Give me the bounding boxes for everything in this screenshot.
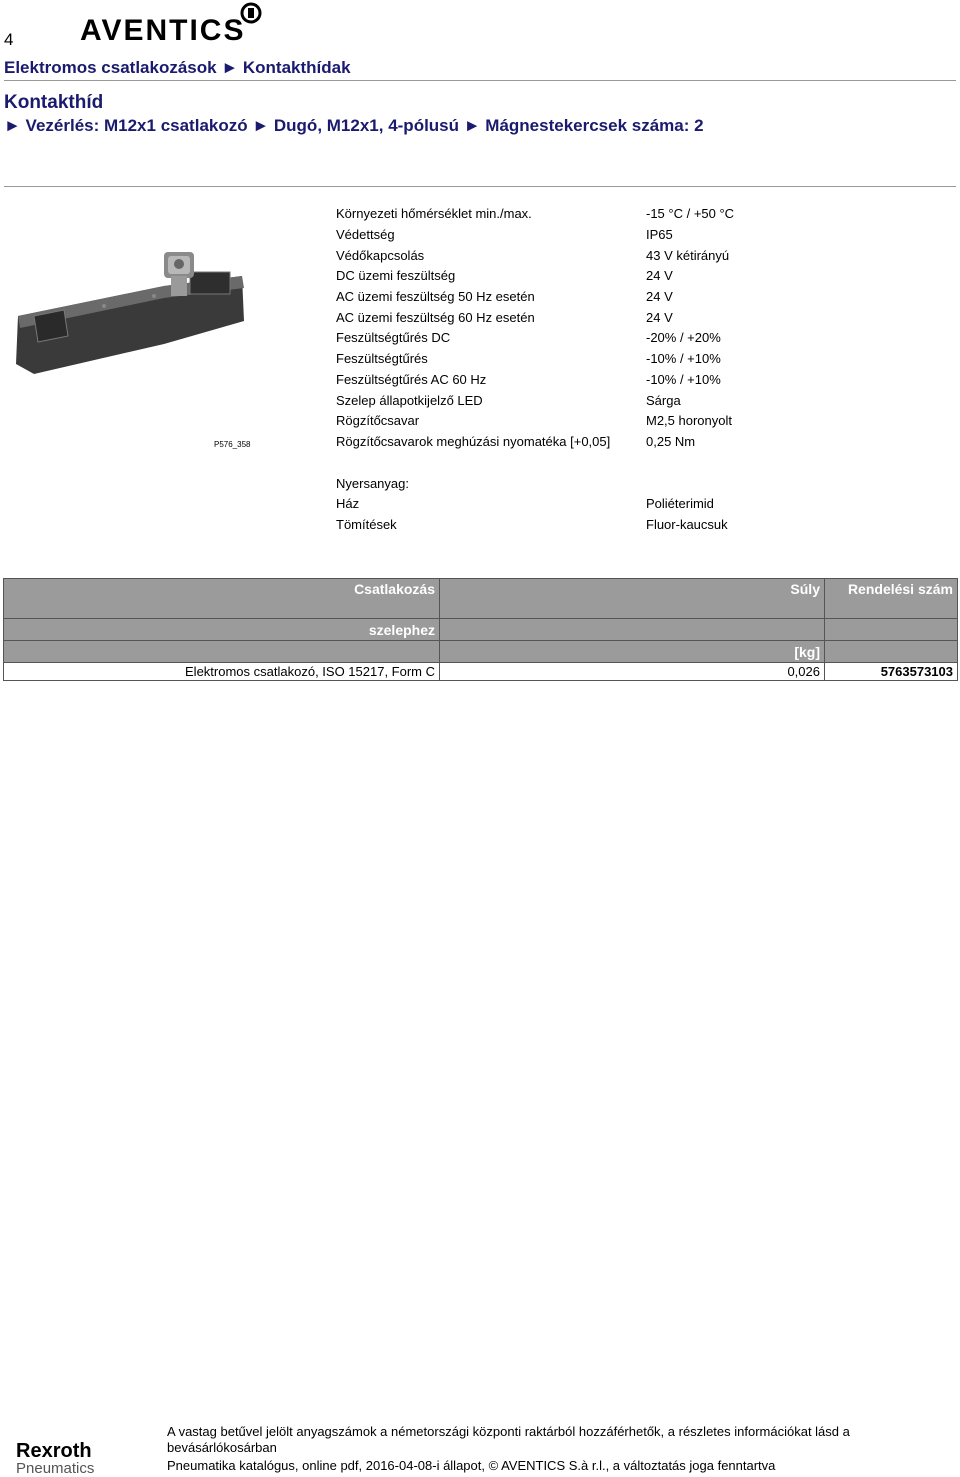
section-title: Elektromos csatlakozások ► Kontakthídak [4, 58, 351, 77]
header-connection-sub: szelephez [4, 619, 440, 641]
spec-label: Rögzítőcsavar [336, 413, 420, 428]
materials-heading: Nyersanyag: [336, 476, 409, 491]
brand-name: Rexroth [16, 1440, 92, 1462]
weight-cell: 0,026 [440, 663, 825, 681]
spec-value: -10% / +10% [646, 351, 721, 366]
product-title: Kontakthíd [4, 92, 104, 113]
header-order-spacer [825, 641, 958, 663]
spec-value: 0,25 Nm [646, 434, 696, 449]
spec-label: AC üzemi feszültség 60 Hz esetén [336, 310, 535, 325]
spec-label: Feszültségtűrés DC [336, 330, 451, 345]
spec-label: Szelep állapotkijelző LED [336, 393, 483, 408]
spec-value: Sárga [646, 393, 681, 408]
spec-label: Védőkapcsolás [336, 248, 425, 263]
header-order-number: Rendelési szám [825, 579, 958, 619]
table-row [4, 663, 958, 681]
table-header-row [4, 641, 958, 663]
table-header-row [4, 619, 958, 641]
header-weight-unit: [kg] [440, 641, 825, 663]
spec-label: DC üzemi feszültség [336, 268, 456, 283]
aventics-logo [80, 2, 270, 50]
spec-value: M2,5 horonyolt [646, 413, 732, 428]
spec-label: Feszültségtűrés AC 60 Hz [336, 372, 487, 387]
spec-value: -15 °C / +50 °C [646, 206, 735, 221]
order-table [3, 578, 958, 681]
rexroth-logo [16, 1440, 126, 1477]
spec-value: 43 V kétirányú [646, 248, 730, 263]
spec-label: Környezeti hőmérséklet min./max. [336, 206, 532, 221]
breadcrumb: ► Vezérlés: M12x1 csatlakozó ► Dugó, M12x1, 4-pólusú ► Mágnestekercsek száma: 2 [4, 116, 704, 135]
spec-label: Feszültségtűrés [336, 351, 428, 366]
order-number-cell: 5763573103 [825, 663, 958, 681]
spec-label: Védettség [336, 227, 395, 242]
header-weight: Súly [440, 579, 825, 619]
logo-mark-icon [240, 2, 262, 24]
spec-label: AC üzemi feszültség 50 Hz esetén [336, 289, 535, 304]
spec-value: -20% / +20% [646, 330, 721, 345]
material-value: Poliéterimid [646, 496, 714, 511]
spec-value: 24 V [646, 310, 673, 325]
material-value: Fluor-kaucsuk [646, 517, 728, 532]
brand-subtitle: Pneumatics [16, 1460, 95, 1477]
spec-label: Rögzítőcsavarok meghúzási nyomatéka [+0,05] [336, 434, 611, 449]
footer-catalog-line: Pneumatika katalógus, online pdf, 2016-04-08-i állapot, © AVENTICS S.à r.l., a változtatás joga fenntartva [167, 1458, 776, 1473]
material-label: Tömítések [336, 517, 397, 532]
page-number: 4 [4, 30, 14, 49]
header-order-spacer [825, 619, 958, 641]
breadcrumb-divider [4, 186, 956, 187]
header-weight-spacer [440, 619, 825, 641]
spec-value: 24 V [646, 289, 673, 304]
header-connection: Csatlakozás [4, 579, 440, 619]
spec-value: -10% / +10% [646, 372, 721, 387]
material-label: Ház [336, 496, 360, 511]
table-header-row [4, 579, 958, 619]
contact-bridge-photo [14, 246, 248, 376]
logo-text: AVENTICS [80, 14, 246, 47]
header-divider [4, 80, 956, 81]
header-connection-spacer [4, 641, 440, 663]
footer-note: A vastag betűvel jelölt anyagszámok a németországi központi raktárból hozzáférhetők, a részletes információkat lásd a bevásárlókosárban [167, 1424, 850, 1455]
image-code: P576_358 [214, 440, 251, 449]
connection-cell: Elektromos csatlakozó, ISO 15217, Form C [4, 663, 440, 681]
spec-value: 24 V [646, 268, 673, 283]
spec-value: IP65 [646, 227, 673, 242]
